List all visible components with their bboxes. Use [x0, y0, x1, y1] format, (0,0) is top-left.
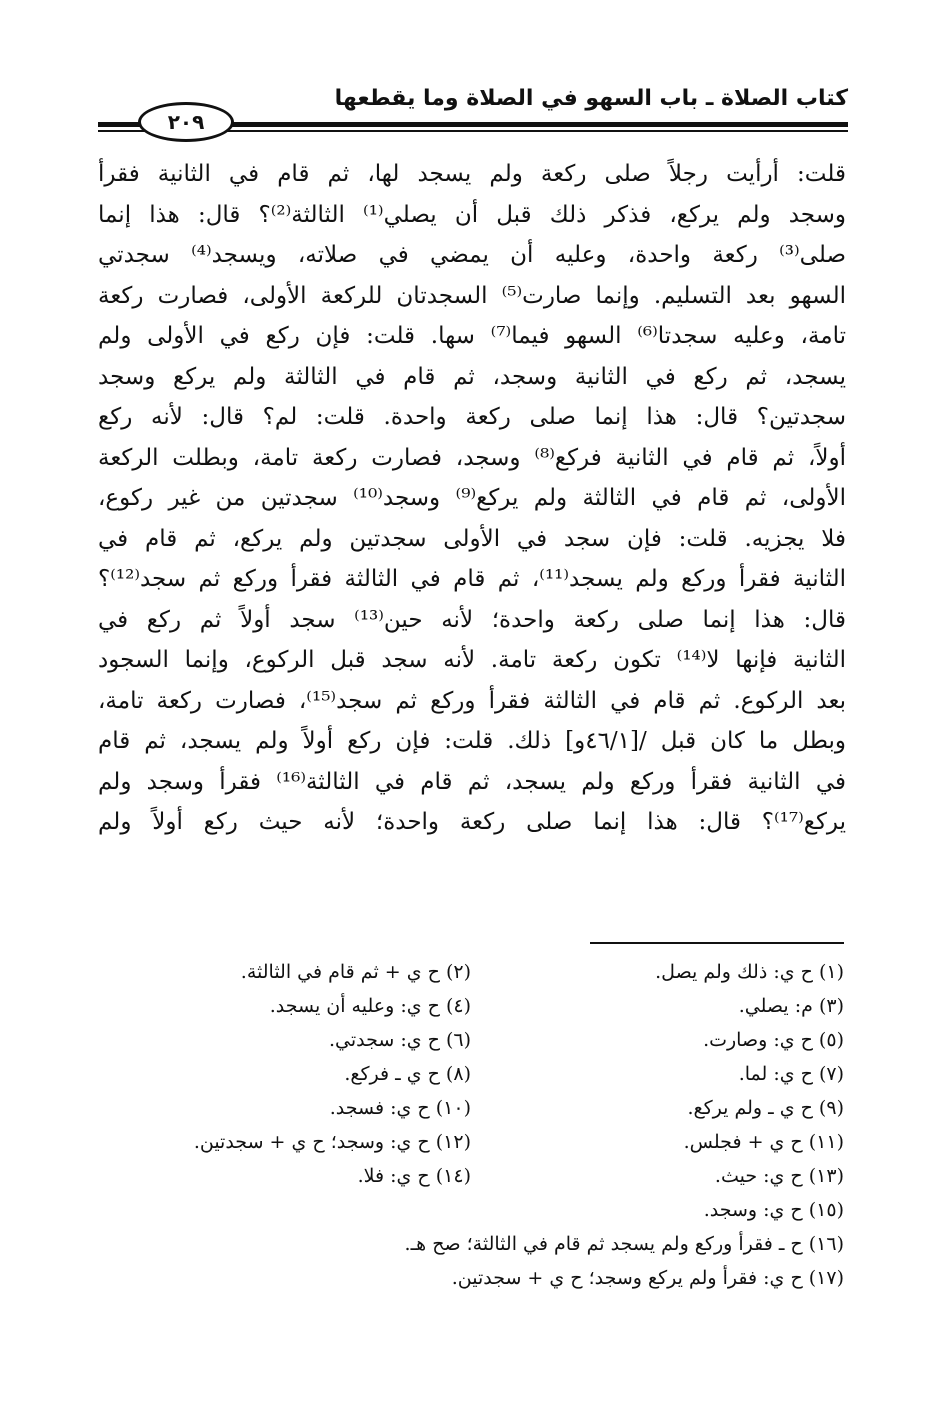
footnote-row: [98, 1057, 844, 1091]
footnote: (٩) ح ي ـ ولم يركع.: [687, 1097, 844, 1119]
footnote: (١٣) ح ي: حيث.: [714, 1165, 844, 1187]
text-line: قلت: أرأيت رجلاً صلى ركعة ولم يسجد لها، ثم قام في الثانية فقرأ: [98, 161, 846, 187]
text-line: قال: هذا إنما صلى ركعة واحدة؛ لأنه حين⁽¹³⁾ سجد أولاً ثم ركع في: [98, 606, 846, 633]
text-line: سجدتين؟ قال: هذا إنما صلى ركعة واحدة. قلت: لم؟ قال: لأنه ركع: [98, 404, 846, 430]
footnote: (٢) ح ي + ثم قام في الثالثة.: [240, 961, 471, 983]
footnote-row: [98, 1193, 844, 1227]
footnote: (٦) ح ي: سجدتي.: [328, 1029, 471, 1051]
text-line: وبطل ما كان قبل /[٤٦/١و] ذلك. قلت: فإن ركع أولاً ولم يسجد، ثم قام: [98, 728, 846, 754]
footnote-row: [98, 955, 844, 989]
footnote: (١٠) ح ي: فسجد.: [329, 1097, 471, 1119]
text-line: الثانية فقرأ وركع ولم يسجد⁽¹¹⁾، ثم قام في الثالثة فقرأ وركع ثم سجد⁽¹²⁾؟: [98, 566, 846, 592]
page-number-badge: [138, 102, 234, 142]
footnote: (١) ح ي: ذلك ولم يصل.: [655, 961, 844, 983]
text-line: الثانية فإنها لا⁽¹⁴⁾ تكون ركعة تامة. لأنه سجد قبل الركوع، وإنما السجود: [98, 647, 846, 673]
footnote-row: [98, 1227, 844, 1261]
footnote: (٨) ح ي ـ فركع.: [344, 1063, 471, 1085]
footnote-separator: [590, 942, 844, 944]
text-line: وسجد ولم يركع، فذكر ذلك قبل أن يصلي⁽¹⁾ الثالثة⁽²⁾؟ قال: هذا إنما: [98, 201, 846, 228]
text-line: صلى⁽³⁾ ركعة واحدة، وعليه أن يمضي في صلاته، ويسجد⁽⁴⁾ سجدتي: [98, 242, 846, 268]
footnote: (٥) ح ي: وصارت.: [703, 1029, 844, 1051]
footnote-row: [98, 1125, 844, 1159]
text-line: فلا يجزيه. قلت: فإن سجد في الأولى سجدتين ولم يركع، ثم قام في: [98, 525, 846, 552]
text-line: يسجد، ثم ركع في الثانية وسجد، ثم قام في الثالثة ولم يركع وسجد: [98, 363, 846, 390]
footnote: (١٢) ح ي: وسجد؛ ح ي + سجدتين.: [193, 1131, 471, 1153]
footnote: (١٦) ح ـ فقرأ وركع ولم يسجد ثم قام في الثالثة؛ صح هـ.: [404, 1233, 844, 1255]
footnote: (٤) ح ي: وعليه أن يسجد.: [269, 995, 471, 1017]
footnote-row: [98, 1091, 844, 1125]
main-text: [98, 154, 846, 843]
footnotes: [98, 955, 844, 1295]
footnote-row: [98, 989, 844, 1023]
footnote-row: [98, 1261, 844, 1295]
footnote: (١٧) ح ي: فقرأ ولم يركع وسجد؛ ح ي + سجدتين.: [451, 1267, 844, 1289]
text-line: في الثانية فقرأ وركع ولم يسجد، ثم قام في الثالثة⁽¹⁶⁾ فقرأ وسجد ولم: [98, 768, 846, 795]
running-title: كتاب الصلاة ـ باب السهو في الصلاة وما يقطعها: [334, 86, 848, 111]
footnote: (١١) ح ي + فجلس.: [683, 1131, 844, 1153]
text-line: يركع⁽¹⁷⁾؟ قال: هذا إنما صلى ركعة واحدة؛ لأنه حيث ركع أولاً ولم: [98, 809, 846, 835]
footnote: (١٥) ح ي: وسجد.: [703, 1199, 844, 1221]
footnote: (٧) ح ي: لما.: [738, 1063, 844, 1085]
text-line: تامة، وعليه سجدتا⁽⁶⁾ السهو فيما⁽⁷⁾ سها. قلت: فإن ركع في الأولى ولم: [98, 323, 846, 349]
footnote-row: [98, 1159, 844, 1193]
footnote: (٣) م: يصلي.: [738, 995, 844, 1017]
footnote-row: [98, 1023, 844, 1057]
text-line: أولاً، ثم قام في الثانية فركع⁽⁸⁾ وسجد، فصارت ركعة تامة، وبطلت الركعة: [98, 444, 846, 471]
footnote: (١٤) ح ي: فلا.: [357, 1165, 471, 1187]
page-header: [98, 82, 848, 138]
text-line: السهو بعد التسليم. وإنما صارت⁽⁵⁾ السجدتان للركعة الأولى، فصارت ركعة: [98, 282, 846, 309]
text-line: الأولى، ثم قام في الثالثة ولم يركع⁽⁹⁾ وسجد⁽¹⁰⁾ سجدتين من غير ركوع،: [98, 485, 846, 511]
page-number: ٢٠٩: [167, 110, 205, 134]
text-line: بعد الركوع. ثم قام في الثالثة فقرأ وركع ثم سجد⁽¹⁵⁾، فصارت ركعة تامة،: [98, 687, 846, 714]
